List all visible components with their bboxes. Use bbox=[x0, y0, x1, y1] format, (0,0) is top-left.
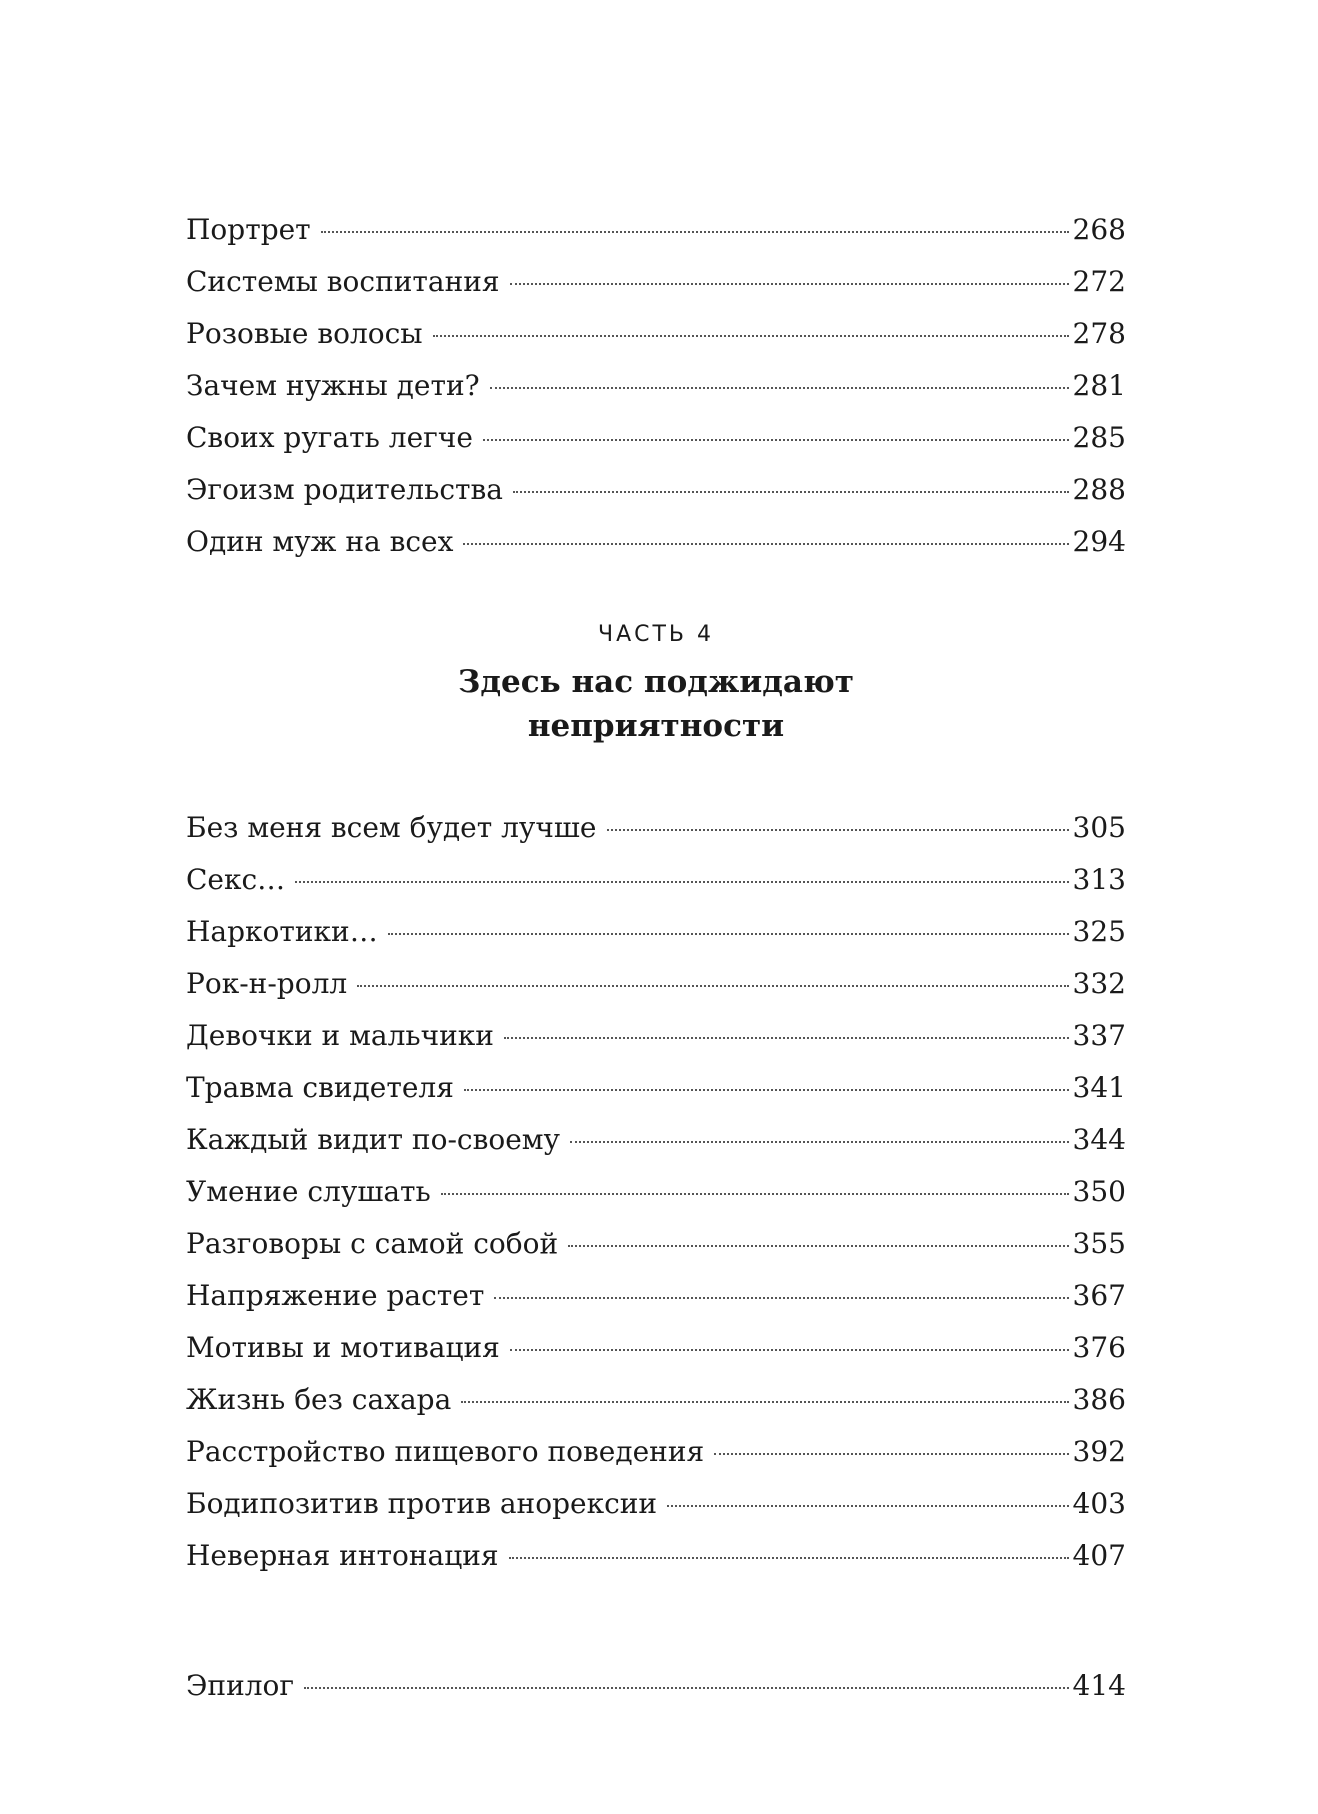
toc-entry[interactable] bbox=[186, 204, 1126, 256]
toc-entry-page: 414 bbox=[1072, 1669, 1126, 1702]
toc-entry-page: 281 bbox=[1072, 369, 1126, 402]
toc-dot-leader bbox=[509, 1557, 1069, 1559]
toc-entry-page: 403 bbox=[1072, 1487, 1126, 1520]
toc-entry[interactable] bbox=[186, 1114, 1126, 1166]
toc-dot-leader bbox=[464, 1089, 1069, 1091]
toc-dot-leader bbox=[494, 1297, 1068, 1299]
toc-entry-title: Портрет bbox=[186, 213, 311, 246]
toc-entry-title: Без меня всем будет лучше bbox=[186, 811, 597, 844]
toc-dot-leader bbox=[568, 1245, 1068, 1247]
toc-dot-leader bbox=[321, 231, 1069, 233]
toc-dot-leader bbox=[441, 1193, 1069, 1195]
toc-dot-leader bbox=[667, 1505, 1068, 1507]
part-header bbox=[186, 620, 1126, 748]
toc-list-part4 bbox=[186, 802, 1126, 1582]
toc-entry[interactable] bbox=[186, 1426, 1126, 1478]
toc-dot-leader bbox=[570, 1141, 1069, 1143]
toc-entry[interactable] bbox=[186, 1478, 1126, 1530]
part-label: ЧАСТЬ 4 bbox=[597, 622, 714, 647]
toc-entry[interactable] bbox=[186, 1010, 1126, 1062]
toc-dot-leader bbox=[714, 1453, 1068, 1455]
toc-dot-leader bbox=[304, 1687, 1068, 1689]
toc-entry-page: 337 bbox=[1072, 1019, 1126, 1052]
toc-entry-title: Жизнь без сахара bbox=[186, 1383, 452, 1416]
toc-entry[interactable] bbox=[186, 308, 1126, 360]
toc-entry[interactable] bbox=[186, 1322, 1126, 1374]
toc-entry-page: 285 bbox=[1072, 421, 1126, 454]
toc-entry[interactable] bbox=[186, 360, 1126, 412]
toc-dot-leader bbox=[607, 829, 1069, 831]
toc-entry-title: Неверная интонация bbox=[186, 1539, 499, 1572]
toc-dot-leader bbox=[433, 335, 1069, 337]
toc-dot-leader bbox=[357, 985, 1068, 987]
toc-entry-page: 313 bbox=[1072, 863, 1126, 896]
toc-entry-page: 376 bbox=[1072, 1331, 1126, 1364]
toc-entry-title: Рок-н-ролл bbox=[186, 967, 348, 1000]
toc-entry-page: 268 bbox=[1072, 213, 1126, 246]
toc-dot-leader bbox=[490, 387, 1069, 389]
toc-dot-leader bbox=[510, 1349, 1069, 1351]
toc-entry-page: 386 bbox=[1072, 1383, 1126, 1416]
toc-entry-title: Эгоизм родительства bbox=[186, 473, 503, 506]
toc-entry-title: Напряжение растет bbox=[186, 1279, 485, 1312]
toc-entry-title: Бодипозитив против анорексии bbox=[186, 1487, 658, 1520]
toc-entry-page: 332 bbox=[1072, 967, 1126, 1000]
toc-entry-title: Умение слушать bbox=[186, 1175, 431, 1208]
toc-entry-page: 341 bbox=[1072, 1071, 1126, 1104]
toc-entry-page: 407 bbox=[1072, 1539, 1126, 1572]
toc-dot-leader bbox=[463, 543, 1068, 545]
toc-entry[interactable] bbox=[186, 1062, 1126, 1114]
toc-entry[interactable] bbox=[186, 412, 1126, 464]
toc-entry-title: Своих ругать легче bbox=[186, 421, 473, 454]
toc-entry-title: Эпилог bbox=[186, 1669, 295, 1702]
toc-entry-page: 325 bbox=[1072, 915, 1126, 948]
toc-entry-title: Один муж на всех bbox=[186, 525, 454, 558]
toc-dot-leader bbox=[388, 933, 1069, 935]
toc-entry-title: Зачем нужны дети? bbox=[186, 369, 480, 402]
toc-entry-page: 272 bbox=[1072, 265, 1126, 298]
toc-dot-leader bbox=[504, 1037, 1069, 1039]
part-title-line-2: неприятности bbox=[527, 708, 785, 744]
toc-entry-title: Девочки и мальчики bbox=[186, 1019, 494, 1052]
toc-entry[interactable] bbox=[186, 464, 1126, 516]
toc-entry-title: Наркотики… bbox=[186, 915, 378, 948]
toc-entry-page: 278 bbox=[1072, 317, 1126, 350]
toc-entry-page: 294 bbox=[1072, 525, 1126, 558]
toc-dot-leader bbox=[513, 491, 1069, 493]
toc-dot-leader bbox=[461, 1401, 1068, 1403]
toc-entry-page: 355 bbox=[1072, 1227, 1126, 1260]
toc-entry[interactable] bbox=[186, 516, 1126, 568]
toc-entry[interactable] bbox=[186, 802, 1126, 854]
toc-entry[interactable] bbox=[186, 1374, 1126, 1426]
toc-entry-title: Розовые волосы bbox=[186, 317, 423, 350]
toc-entry[interactable] bbox=[186, 1530, 1126, 1582]
toc-entry-title: Расстройство пищевого поведения bbox=[186, 1435, 705, 1468]
toc-entry[interactable] bbox=[186, 1166, 1126, 1218]
toc-entry[interactable] bbox=[186, 906, 1126, 958]
toc-entry[interactable] bbox=[186, 256, 1126, 308]
toc-entry-title: Мотивы и мотивация bbox=[186, 1331, 500, 1364]
toc-entry-page: 367 bbox=[1072, 1279, 1126, 1312]
toc-entry-title: Секс… bbox=[186, 863, 286, 896]
toc-list-part3 bbox=[186, 204, 1126, 568]
toc-entry-page: 392 bbox=[1072, 1435, 1126, 1468]
toc-entry-title: Травма свидетеля bbox=[186, 1071, 454, 1104]
toc-dot-leader bbox=[510, 283, 1069, 285]
toc-dot-leader bbox=[295, 881, 1068, 883]
toc-entry-page: 288 bbox=[1072, 473, 1126, 506]
toc-entry[interactable] bbox=[186, 1270, 1126, 1322]
toc-dot-leader bbox=[483, 439, 1069, 441]
toc-entry[interactable] bbox=[186, 1218, 1126, 1270]
toc-entry[interactable] bbox=[186, 854, 1126, 906]
toc-entry[interactable] bbox=[186, 958, 1126, 1010]
toc-entry-title: Системы воспитания bbox=[186, 265, 500, 298]
toc-entry-page: 350 bbox=[1072, 1175, 1126, 1208]
toc-entry-epilogue[interactable] bbox=[186, 1660, 1126, 1712]
toc-entry-page: 305 bbox=[1072, 811, 1126, 844]
table-of-contents-page bbox=[186, 204, 1126, 1712]
toc-entry-title: Каждый видит по-своему bbox=[186, 1123, 561, 1156]
toc-list-epilogue bbox=[186, 1660, 1126, 1712]
toc-entry-page: 344 bbox=[1072, 1123, 1126, 1156]
part-title-line-1: Здесь нас поджидают bbox=[458, 664, 854, 700]
toc-entry-title: Разговоры с самой собой bbox=[186, 1227, 559, 1260]
